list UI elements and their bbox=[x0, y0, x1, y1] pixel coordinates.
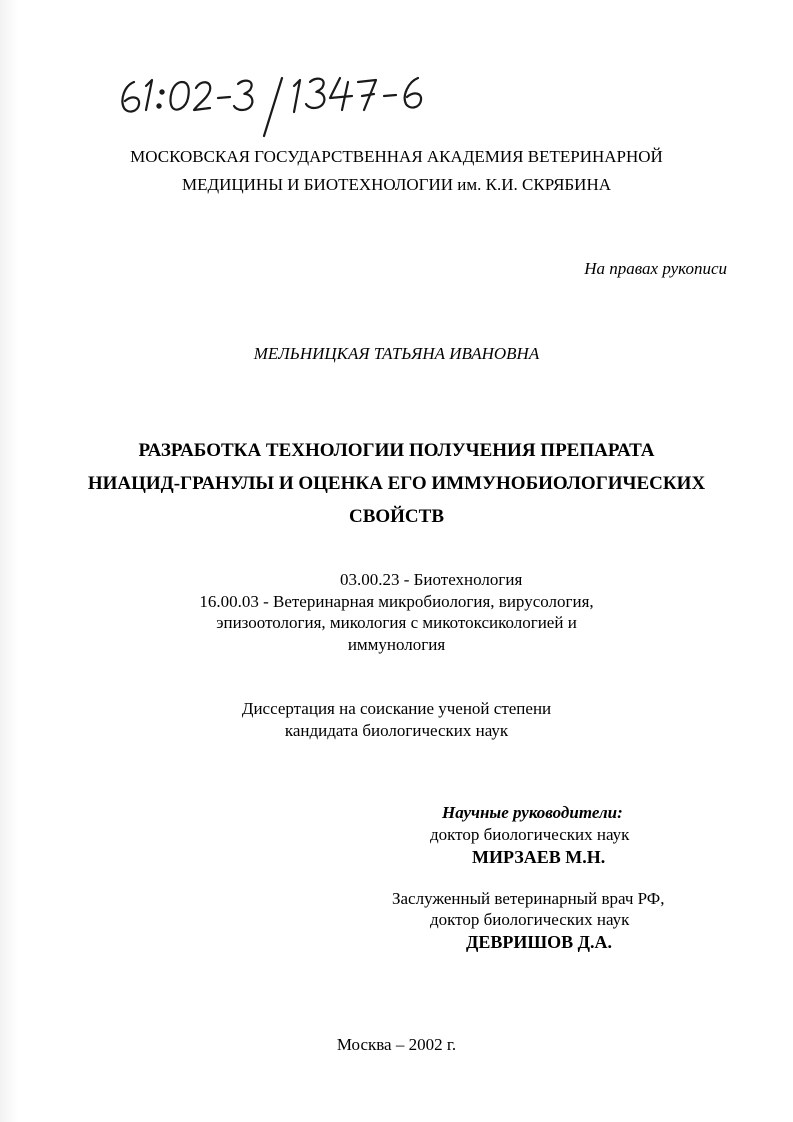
specialty-line-1: 03.00.23 - Биотехнология bbox=[340, 570, 523, 589]
title-line-1: РАЗРАБОТКА ТЕХНОЛОГИИ ПОЛУЧЕНИЯ ПРЕПАРАТА bbox=[138, 440, 655, 461]
rights-note: На правах рукописи bbox=[584, 259, 727, 278]
dissertation-line-1: Диссертация на соискание ученой степени bbox=[241, 699, 552, 718]
specialty-line-3: эпизоотология, микология с микотоксикологией и bbox=[216, 613, 577, 632]
supervisor-1-name: МИРЗАЕВ М.Н. bbox=[472, 847, 606, 867]
scan-shadow bbox=[0, 0, 18, 1122]
title-line-2: НИАЦИД-ГРАНУЛЫ И ОЦЕНКА ЕГО ИММУНОБИОЛОГИЧЕСКИХ bbox=[87, 473, 706, 494]
handwritten-catalog-code bbox=[112, 60, 432, 140]
dissertation-line-2: кандидата биологических наук bbox=[284, 721, 509, 740]
supervisor-2-honor: Заслуженный ветеринарный врач РФ, bbox=[392, 889, 665, 908]
institution-line-1: МОСКОВСКАЯ ГОСУДАРСТВЕННАЯ АКАДЕМИЯ ВЕТЕРИНАРНОЙ bbox=[130, 147, 663, 166]
supervisors-heading: Научные руководители: bbox=[442, 803, 623, 822]
title-line-3: СВОЙСТВ bbox=[348, 506, 445, 527]
author-name: МЕЛЬНИЦКАЯ ТАТЬЯНА ИВАНОВНА bbox=[253, 344, 540, 363]
supervisor-2-name: ДЕВРИШОВ Д.А. bbox=[466, 932, 613, 952]
supervisor-2-degree: доктор биологических наук bbox=[430, 910, 630, 929]
specialty-line-2: 16.00.03 - Ветеринарная микробиология, вирусология, bbox=[199, 592, 594, 611]
supervisor-1-degree: доктор биологических наук bbox=[430, 825, 630, 844]
specialty-line-4: иммунология bbox=[347, 635, 446, 654]
place-and-year: Москва – 2002 г. bbox=[336, 1035, 457, 1054]
institution-line-2: МЕДИЦИНЫ И БИОТЕХНОЛОГИИ им. К.И. СКРЯБИНА bbox=[181, 175, 612, 194]
